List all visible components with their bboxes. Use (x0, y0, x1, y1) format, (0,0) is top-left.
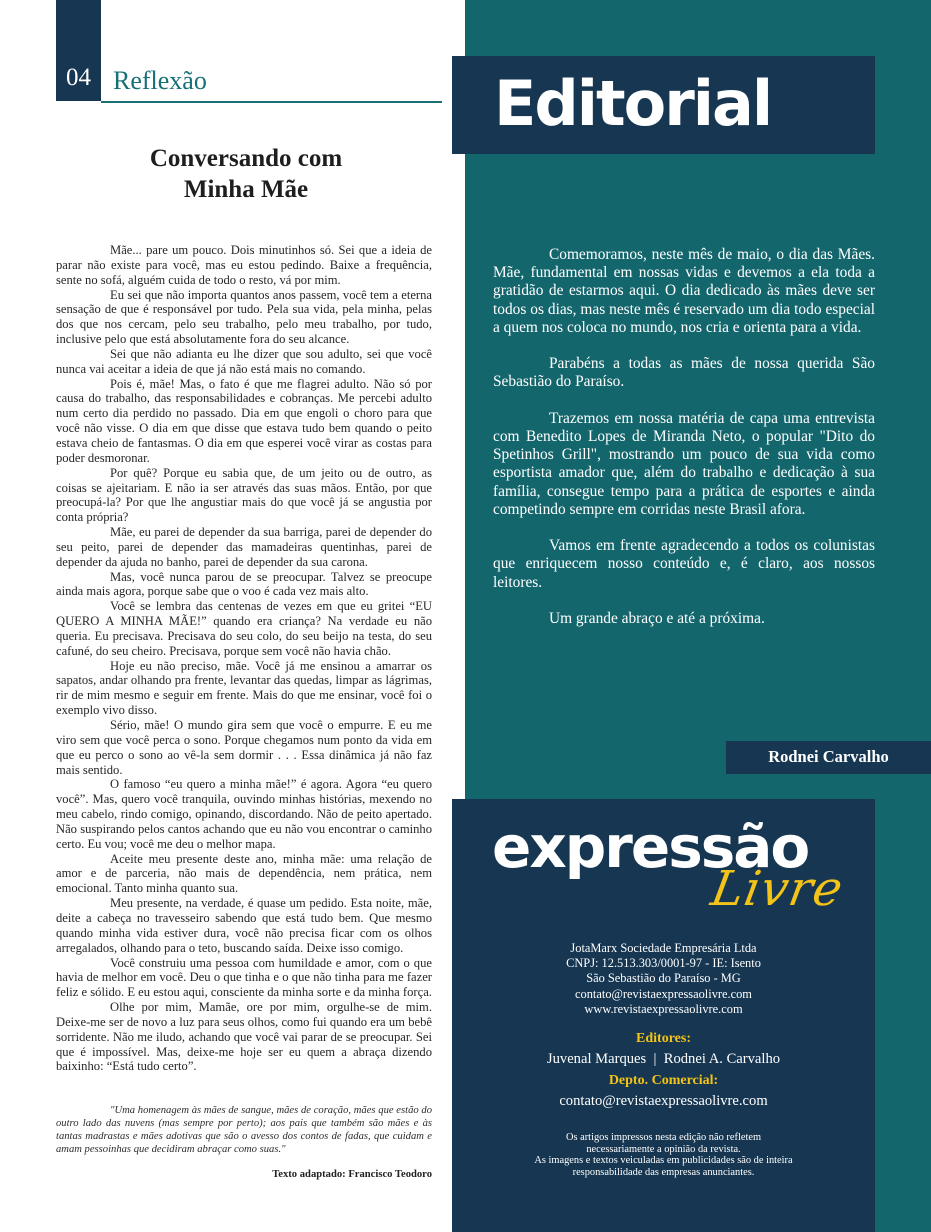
article-title (60, 143, 432, 205)
article-paragraph: Mãe... pare um pouco. Dois minutinhos só. Sei que a ideia de parar não existe para você, mas eu estou pedindo. Baixe a frequência, sente no sofá, alguém cuida de todo o resto, vá por mim. (56, 243, 432, 287)
article-paragraph: Eu sei que não importa quantos anos passem, você tem a eterna sensação de que é responsável por tudo. Pela sua vida, pela minha, pelas dos que nos cercam, pelo seu trabalho, pelo meu trabalho, por tudo, inclusive pelo que está absolutamente fora do seu alcance. (56, 287, 432, 347)
magazine-logo (492, 807, 852, 947)
disclaimer (452, 1132, 875, 1178)
editors-names: Juvenal Marques | Rodnei A. Carvalho (546, 1051, 781, 1067)
page-number-box (56, 0, 101, 101)
article-credit: Texto adaptado: Francisco Teodoro (272, 1169, 432, 1180)
article-paragraph: Mas, você nunca parou de se preocupar. Talvez se preocupe ainda mais agora, porque sabe que o voo é cada vez mais alto. (56, 569, 432, 599)
article-paragraph: Meu presente, na verdade, é quase um pedido. Esta noite, mãe, deite a cabeça no travesseiro sabendo que está tudo bem. Que mesmo quando minha vida estiver dura, você não precisa ficar com os olhos arregalados, olhando para o teto, buscando saída. Deixe isso comigo. (56, 896, 432, 955)
editorial-paragraph: Parabéns a todas as mães de nossa querida São Sebastião do Paraíso. (493, 355, 875, 391)
commercial-heading: Depto. Comercial: (608, 1073, 719, 1088)
company-city: São Sebastião do Paraíso - MG (586, 971, 741, 986)
article-paragraph: Você se lembra das centenas de vezes em que eu gritei “EU QUERO A MINHA MÃE!” quando era criança? Na verdade eu não queria. Eu precisava. Precisava do seu colo, do seu beijo na testa, do seu cafuné, do seu cheiro. Precisava, porque sem você não havia chão. (56, 599, 432, 658)
editorial-body (493, 246, 875, 646)
editorial-title-box (452, 56, 875, 154)
article-paragraph: Hoje eu não preciso, mãe. Você já me ensinou a amarrar os sapatos, andar olhando pra frente, levantar das quedas, limpar as lágrimas, rir de mim mesmo e seguir em frente. Mais do que me ensinar, você foi o exemplo vivo disso. (56, 658, 432, 718)
editorial-paragraph: Um grande abraço e até a próxima. (549, 610, 765, 627)
article-paragraph: Sei que não adianta eu lhe dizer que sou adulto, sei que você nunca vai aceitar a ideia de que já não está mais no comando. (56, 346, 432, 376)
article-paragraph: Pois é, mãe! Mas, o fato é que me flagrei adulto. Não só por causa do trabalho, das responsabilidades e cobranças. Me percebi adulto num certo dia perdido no passado. Dia em que engoli o choro para que você não visse. O dia em que disse que estava tudo bem quando o peito estava cheio de fantasmas. O dia em que esperei você virar as costas para poder desmoronar. (56, 376, 432, 465)
section-divider (101, 101, 442, 103)
commercial-email: contato@revistaexpressaolivre.com (559, 1093, 768, 1109)
disclaimer-line: responsabilidade das empresas anunciantes. (572, 1166, 755, 1178)
section-label: Reflexão (113, 66, 207, 95)
company-info (452, 941, 875, 1017)
article-paragraph: Por quê? Porque eu sabia que, de um jeito ou de outro, as coisas se ajeitariam. E não ia ser através das suas mãos. Então, por que preocupá-la? Por que lhe angustiar mais do que você já se angustia por conta própria? (56, 465, 432, 525)
article-title-line-2: Minha Mãe (183, 176, 309, 203)
dedication-quote: "Uma homenagem às mães de sangue, mães de coração, mães que estão do outro lado das nuvens (mas sempre por perto); aos pais que também são mães e às tantas madrastas e mães adotivas que são o avesso dos contos de fadas, que cuidam e amam pessoinhas que decidiram abraçar como suas." (56, 1105, 432, 1155)
editorial-paragraph: Trazemos em nossa matéria de capa uma entrevista com Benedito Lopes de Miranda Neto, o popular "Dito do Spetinhos Grill", mostrando um pouco de sua vida como esportista amador que, além do trabalho e dedicação à sua família, consegue tempo para a prática de esportes e ainda competindo sempre em corridas neste Brasil afora. (493, 409, 875, 518)
logo-script: Livre (707, 861, 848, 917)
article-paragraph: Mãe, eu parei de depender da sua barriga, parei de depender do seu peito, parei de depender das mamadeiras quentinhas, parei de depender da ajuda no banho, parei de depender da sua carona. (56, 525, 432, 569)
company-email: contato@revistaexpressaolivre.com (575, 986, 752, 1001)
editors-heading: Editores: (636, 1031, 691, 1046)
editorial-title: Editorial (494, 67, 772, 140)
disclaimer-line: As imagens e textos veiculadas em publicidades são de inteira (534, 1155, 793, 1167)
masthead-box (452, 799, 875, 1232)
disclaimer-line: Os artigos impressos nesta edição não refletem (565, 1132, 762, 1143)
article-body (56, 243, 432, 1074)
logo-wordmark: expressão (492, 813, 809, 881)
editorial-paragraph: Vamos em frente agradecendo a todos os colunistas que enriquecem nosso conteúdo e, é claro, aos nossos leitores. (493, 537, 875, 591)
editorial-signature: Rodnei Carvalho (768, 747, 889, 766)
article-title-line-1: Conversando com (149, 145, 343, 172)
article-paragraph: O famoso “eu quero a minha mãe!” é agora. Agora “eu quero você”. Mas, quero você tranquila, ouvindo minhas histórias, mexendo no meu cabelo, rindo comigo, opinando, discordando. Não de peito apertado. Não suspirando pelos cantos achando que eu não vou encontrar o caminho certo. Eu vou; você me deu o melhor mapa. (56, 777, 432, 851)
company-name: JotaMarx Sociedade Empresária Ltda (570, 941, 757, 955)
article-paragraph: Sério, mãe! O mundo gira sem que você o empurre. E eu me viro sem que você perca o sono. Porque chegamos num ponto da vida em que eu perco o sono ao vê-la sem dormir . . . Essa dinâmica já não faz mais sentido. (56, 718, 432, 777)
article-paragraph: Aceite meu presente deste ano, minha mãe: uma relação de amor e de parceria, não mais de dependência, nem prática, nem emocional. Tanto minha quanto sua. (56, 851, 432, 896)
disclaimer-line: necessariamente a opinião da revista. (586, 1143, 741, 1155)
article-paragraph: Você construiu uma pessoa com humildade e amor, com o que havia de melhor em você. Deu o que tinha e o que não tinha para me fazer feliz e sólido. E eu estou aqui, consciente da minha sorte e da minha força. (56, 955, 432, 1000)
page-number: 04 (66, 64, 91, 91)
company-website: www.revistaexpressaolivre.com (584, 1001, 743, 1016)
editorial-paragraph: Comemoramos, neste mês de maio, o dia das Mães. Mãe, fundamental em nossas vidas e devemos a ela toda a gratidão de estarmos aqui. O dia dedicado às mães deve ser todos os dias, mas neste mês é reservado um dia todo especial a quem nos coloca no mundo, nos cria e orienta para a vida. (493, 246, 875, 336)
company-registration: CNPJ: 12.513.303/0001-97 - IE: Isento (566, 956, 761, 971)
article-paragraph: Olhe por mim, Mamãe, ore por mim, orgulhe-se de mim. Deixe-me ser de novo a luz para seus olhos, como fui quando era um bebê sorridente. Não me iludo, achando que você vai parar de se preocupar. Sei que é impossível. Mas, deixe-me hoje ser eu quem a abraça dizendo baixinho: “Está tudo certo”. (56, 1000, 432, 1074)
signature-box (726, 741, 931, 774)
